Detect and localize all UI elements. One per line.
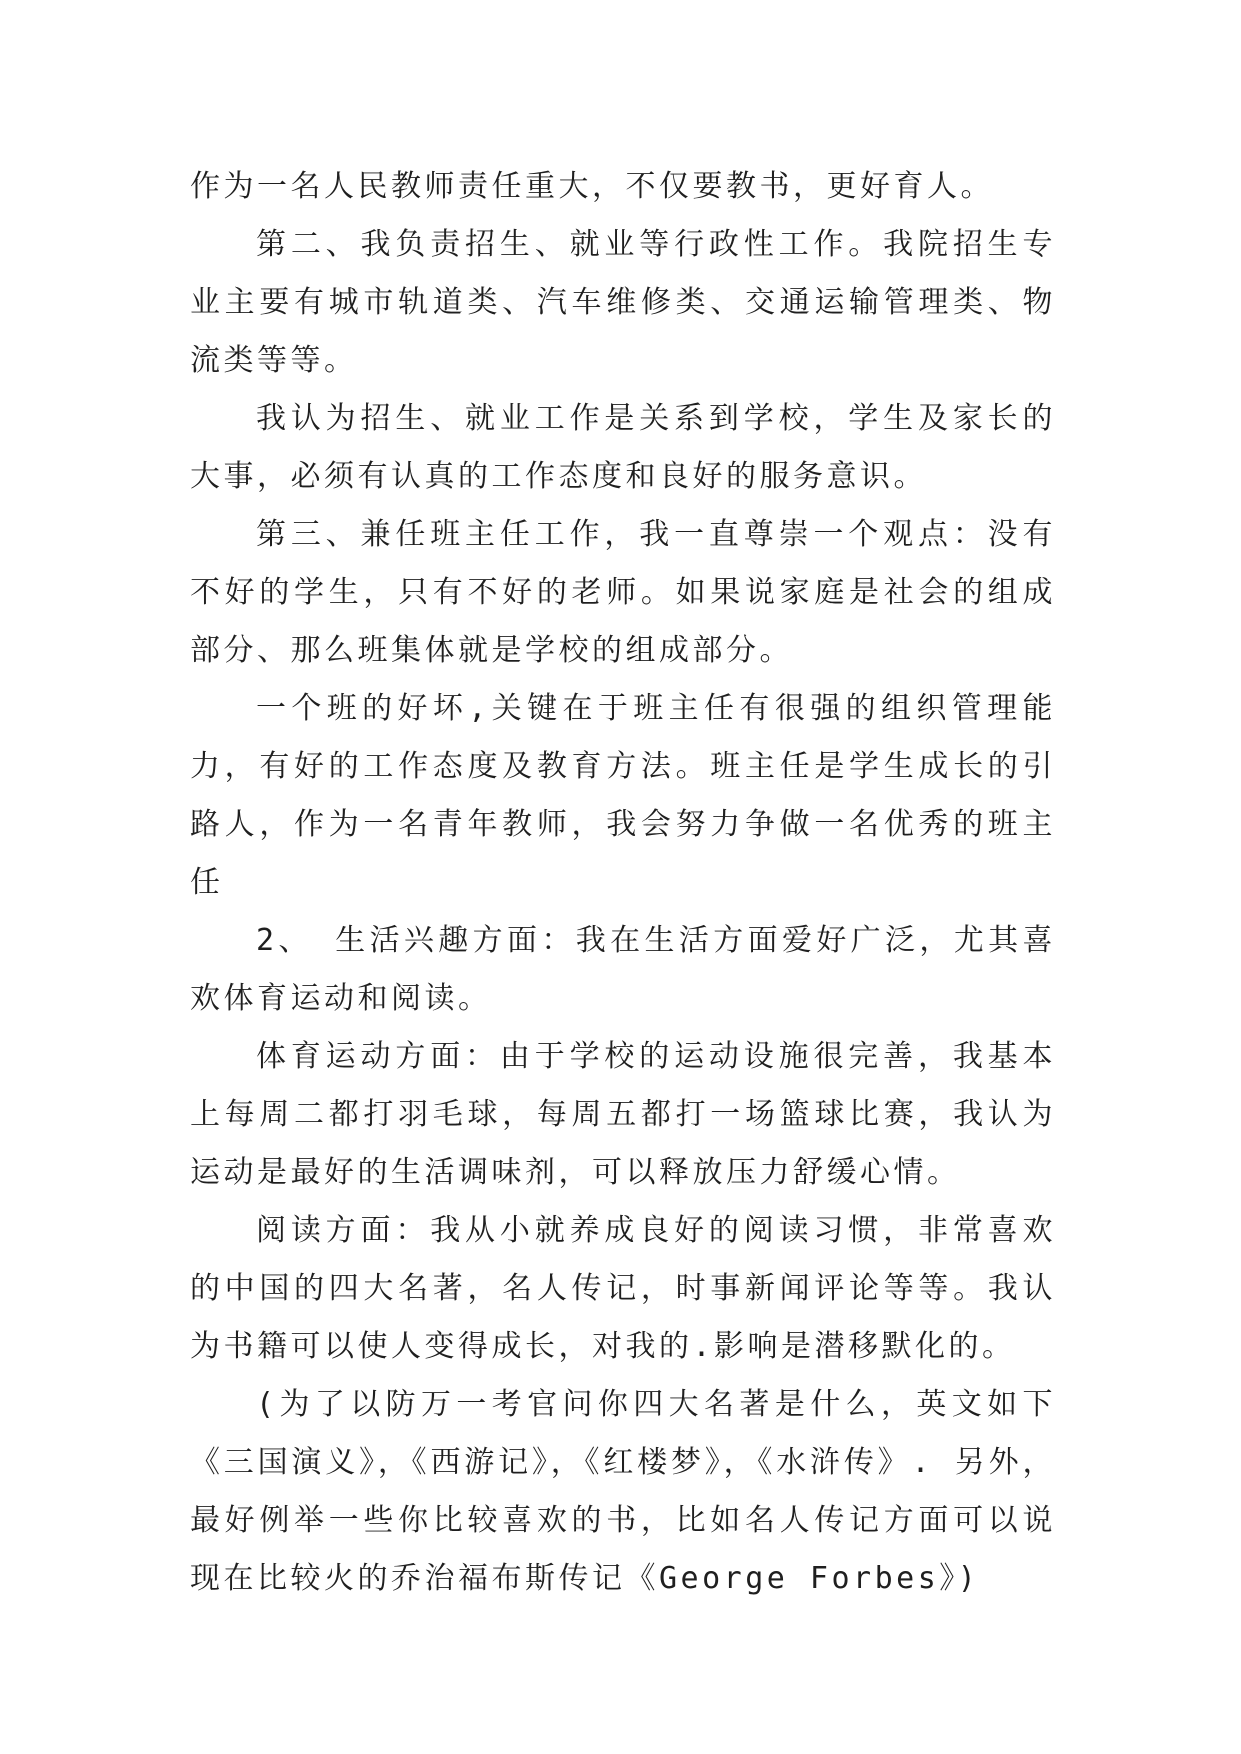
paragraph-recruitment-work: 第二、我负责招生、就业等行政性工作。我院招生专业主要有城市轨道类、汽车维修类、交通运输管理类、物流类等等。	[190, 227, 1056, 378]
paragraph-reading: 阅读方面：我从小就养成良好的阅读习惯，非常喜欢的中国的四大名著，名人传记，时事新闻评论等等。我认为书籍可以使人变得成长，对我的.影响是潜移默化的。	[190, 1213, 1056, 1364]
paragraph-class-management: 一个班的好坏,关键在于班主任有很强的组织管理能力，有好的工作态度及教育方法。班主任是学生成长的引路人，作为一名青年教师，我会努力争做一名优秀的班主任	[190, 691, 1056, 900]
paragraph-continuation: 作为一名人民教师责任重大，不仅要教书，更好育人。	[190, 169, 994, 204]
paragraph-sports: 体育运动方面：由于学校的运动设施很完善，我基本上每周二都打羽毛球，每周五都打一场篮球比赛，我认为运动是最好的生活调味剂，可以释放压力舒缓心情。	[190, 1039, 1056, 1190]
paragraph-class-teacher: 第三、兼任班主任工作，我一直尊崇一个观点：没有不好的学生，只有不好的老师。如果说家庭是社会的组成部分、那么班集体就是学校的组成部分。	[190, 517, 1056, 668]
paragraph-note-classics: (为了以防万一考官问你四大名著是什么，英文如下《三国演义》，《西游记》，《红楼梦》，《水浒传》. 另外，最好例举一些你比较喜欢的书，比如名人传记方面可以说现在比较火的乔治福布斯传记《George Forbes》)	[190, 1387, 1056, 1596]
paragraph-hobbies: 2、 生活兴趣方面：我在生活方面爱好广泛，尤其喜欢体育运动和阅读。	[190, 923, 1056, 1016]
paragraph-recruitment-attitude: 我认为招生、就业工作是关系到学校，学生及家长的大事，必须有认真的工作态度和良好的服务意识。	[190, 401, 1056, 494]
document-body	[190, 158, 1056, 1608]
